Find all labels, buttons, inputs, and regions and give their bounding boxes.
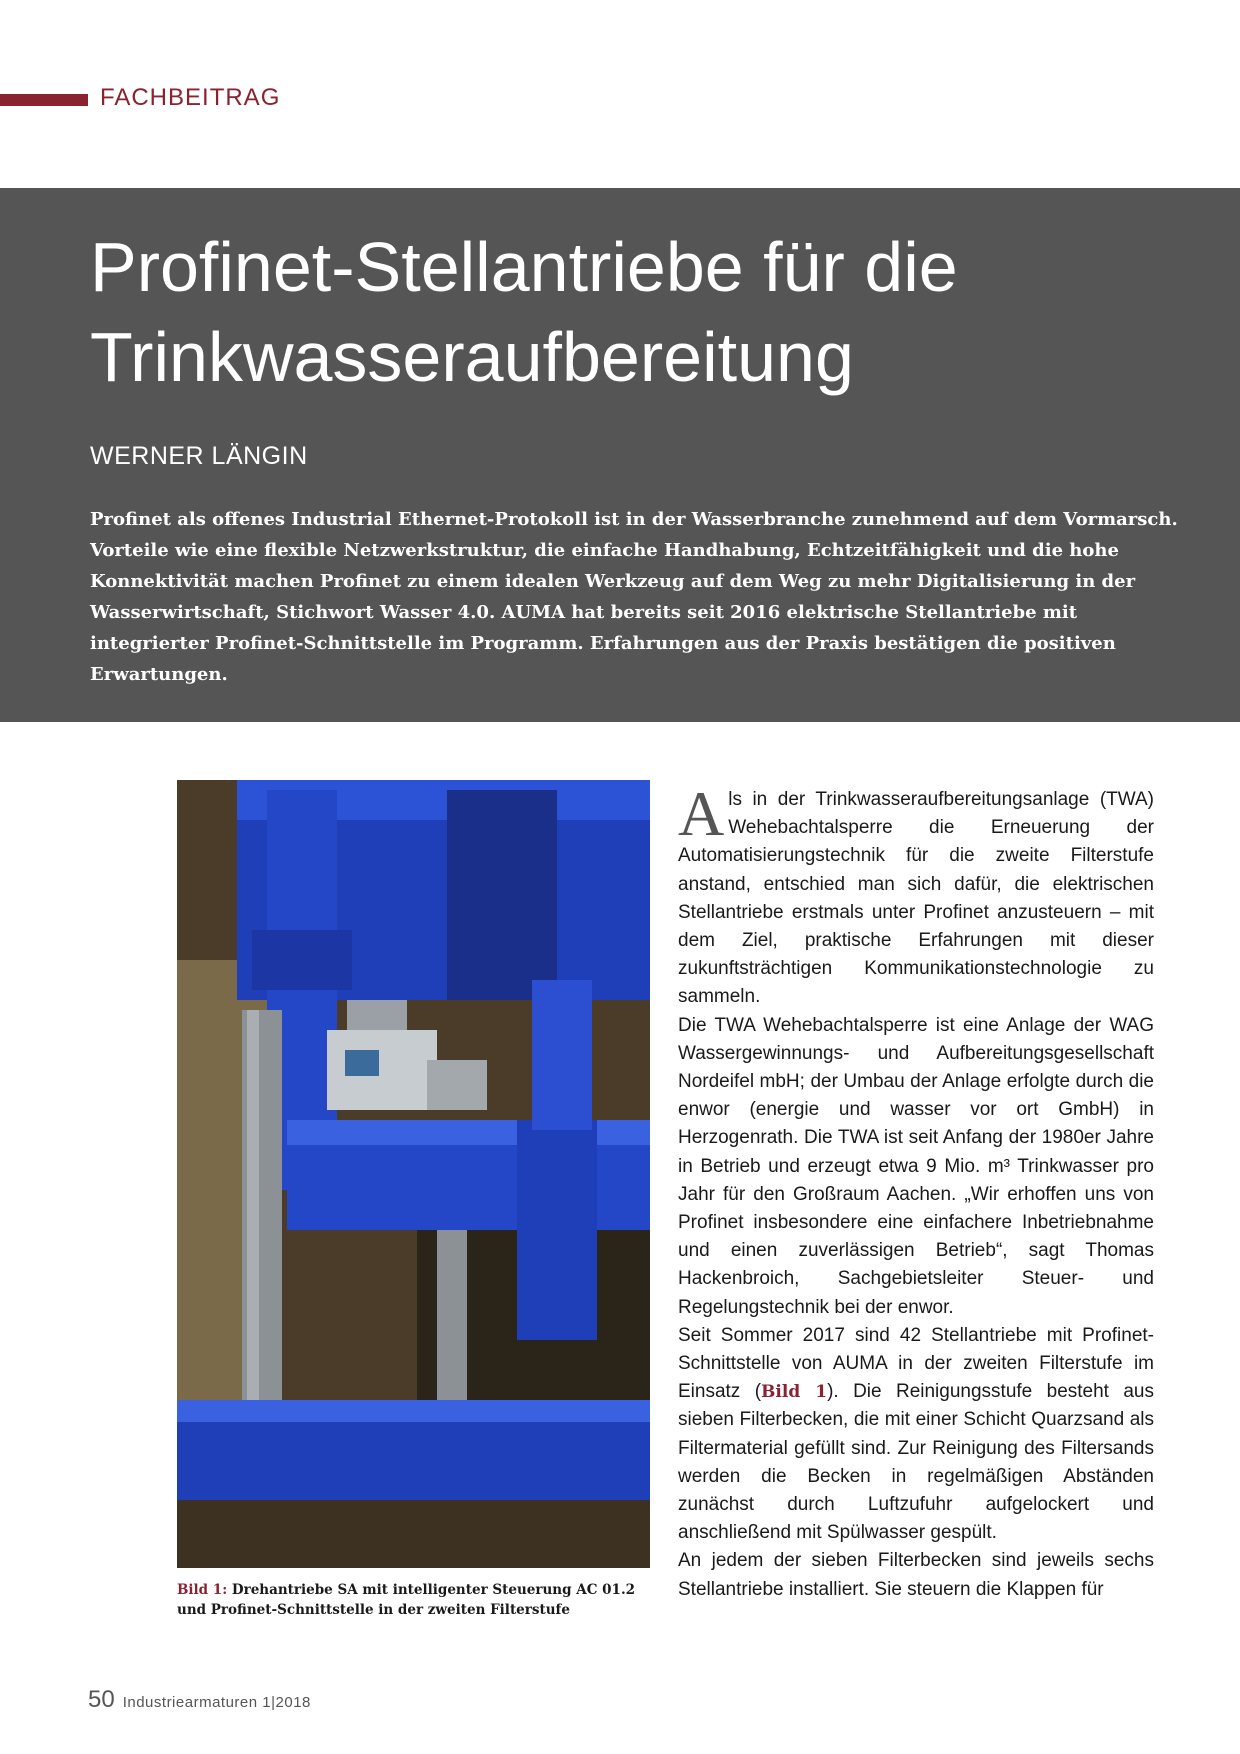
body-paragraph-3-end: ). Die Reinigungsstufe besteht aus sieben Filterbecken, die mit einer Schicht Quarzsand als Filtermaterial gefüllt sind. Zur Reinigung des Filtersands werden die Becken in regelmäßigen Abständen zunächst durch Luftzufuhr aufgelockert und anschließend mit Spülwasser gespült.	[678, 1381, 1154, 1544]
section-accent-bar	[0, 94, 88, 106]
caption-label: Bild 1:	[177, 1582, 228, 1598]
page-number: 50	[88, 1686, 115, 1713]
body-paragraph-3-start: Seit Sommer 2017 sind 42 Stellantriebe mit Profinet-Schnittstelle von AUMA in der zweiten Filterstufe im Einsatz (	[678, 1324, 1154, 1403]
figure-reference-link: Bild 1	[761, 1382, 828, 1403]
pipe-installation-photo	[177, 780, 650, 1568]
body-paragraph-2: Die TWA Wehebachtalsperre ist eine Anlage der WAG Wassergewinnungs- und Aufbereitungsgesellschaft Nordeifel mbH; der Umbau der Anlage erfolgte durch die enwor (energie und wasser vor ort GmbH) in Herzogenrath. Die TWA ist seit Anfang der 1980er Jahre in Betrieb und erzeugt etwa 9 Mio. m³ Trinkwasser pro Jahr für den Großraum Aachen. „Wir erhoffen uns von Profinet insbesondere eine einfachere Inbetriebnahme und einen zuverlässigen Betrieb“, sagt Thomas Hackenbroich, Sachgebietsleiter Steuer- und Regelungstechnik bei der enwor.	[678, 1014, 1154, 1318]
body-paragraph-1-text: ls in der Trinkwasseraufbereitungsanlage (TWA) Wehebachtalsperre die Erneuerung der Automatisierungstechnik für die zweite Filterstufe anstand, entschied man sich dafür, die elektrischen Stellantriebe erstmals unter Profinet anzusteuern – mit dem Ziel, praktische Erfahrungen mit dieser zukunftsträchtigen Kommunikationstechnologie zu sammeln.	[678, 789, 1154, 1008]
figure-caption	[177, 1580, 657, 1620]
figure-photo	[177, 780, 650, 1568]
article-title: Profinet-Stellantriebe für die Trinkwasseraufbereitung	[90, 228, 958, 396]
article-author: WERNER LÄNGIN	[90, 442, 308, 470]
caption-text: Drehantriebe SA mit intelligenter Steuerung AC 01.2 und Profinet-Schnittstelle in der zweiten Filterstufe	[177, 1582, 636, 1618]
article-header	[0, 188, 1240, 722]
body-paragraph	[678, 778, 1154, 1012]
section-label: FACHBEITRAG	[100, 84, 281, 111]
article-lead: Profinet als offenes Industrial Ethernet-Protokoll ist in der Wasserbranche zunehmend auf dem Vormarsch. Vorteile wie eine flexible Netzwerkstruktur, die einfache Handhabung, Echtzeitfähigkeit und die hohe Konnektivität machen Profinet zu einem idealen Werkzeug auf dem Weg zu mehr Digitalisierung in der Wasserwirtschaft, Stichwort Wasser 4.0. AUMA hat bereits seit 2016 elektrische Stellantriebe mit integrierter Profinet-Schnittstelle im Programm. Erfahrungen aus der Praxis bestätigen die positiven Erwartungen.	[90, 509, 1178, 685]
body-paragraph-4: An jedem der sieben Filterbecken sind jeweils sechs Stellantriebe installiert. Sie steuern die Klappen für	[678, 1550, 1154, 1600]
page-footer	[88, 1686, 311, 1714]
article-body	[678, 778, 1154, 1604]
body-paragraph-3	[678, 1322, 1154, 1548]
publication-name: Industriearmaturen 1|2018	[122, 1694, 311, 1711]
drop-cap: A	[678, 778, 725, 849]
